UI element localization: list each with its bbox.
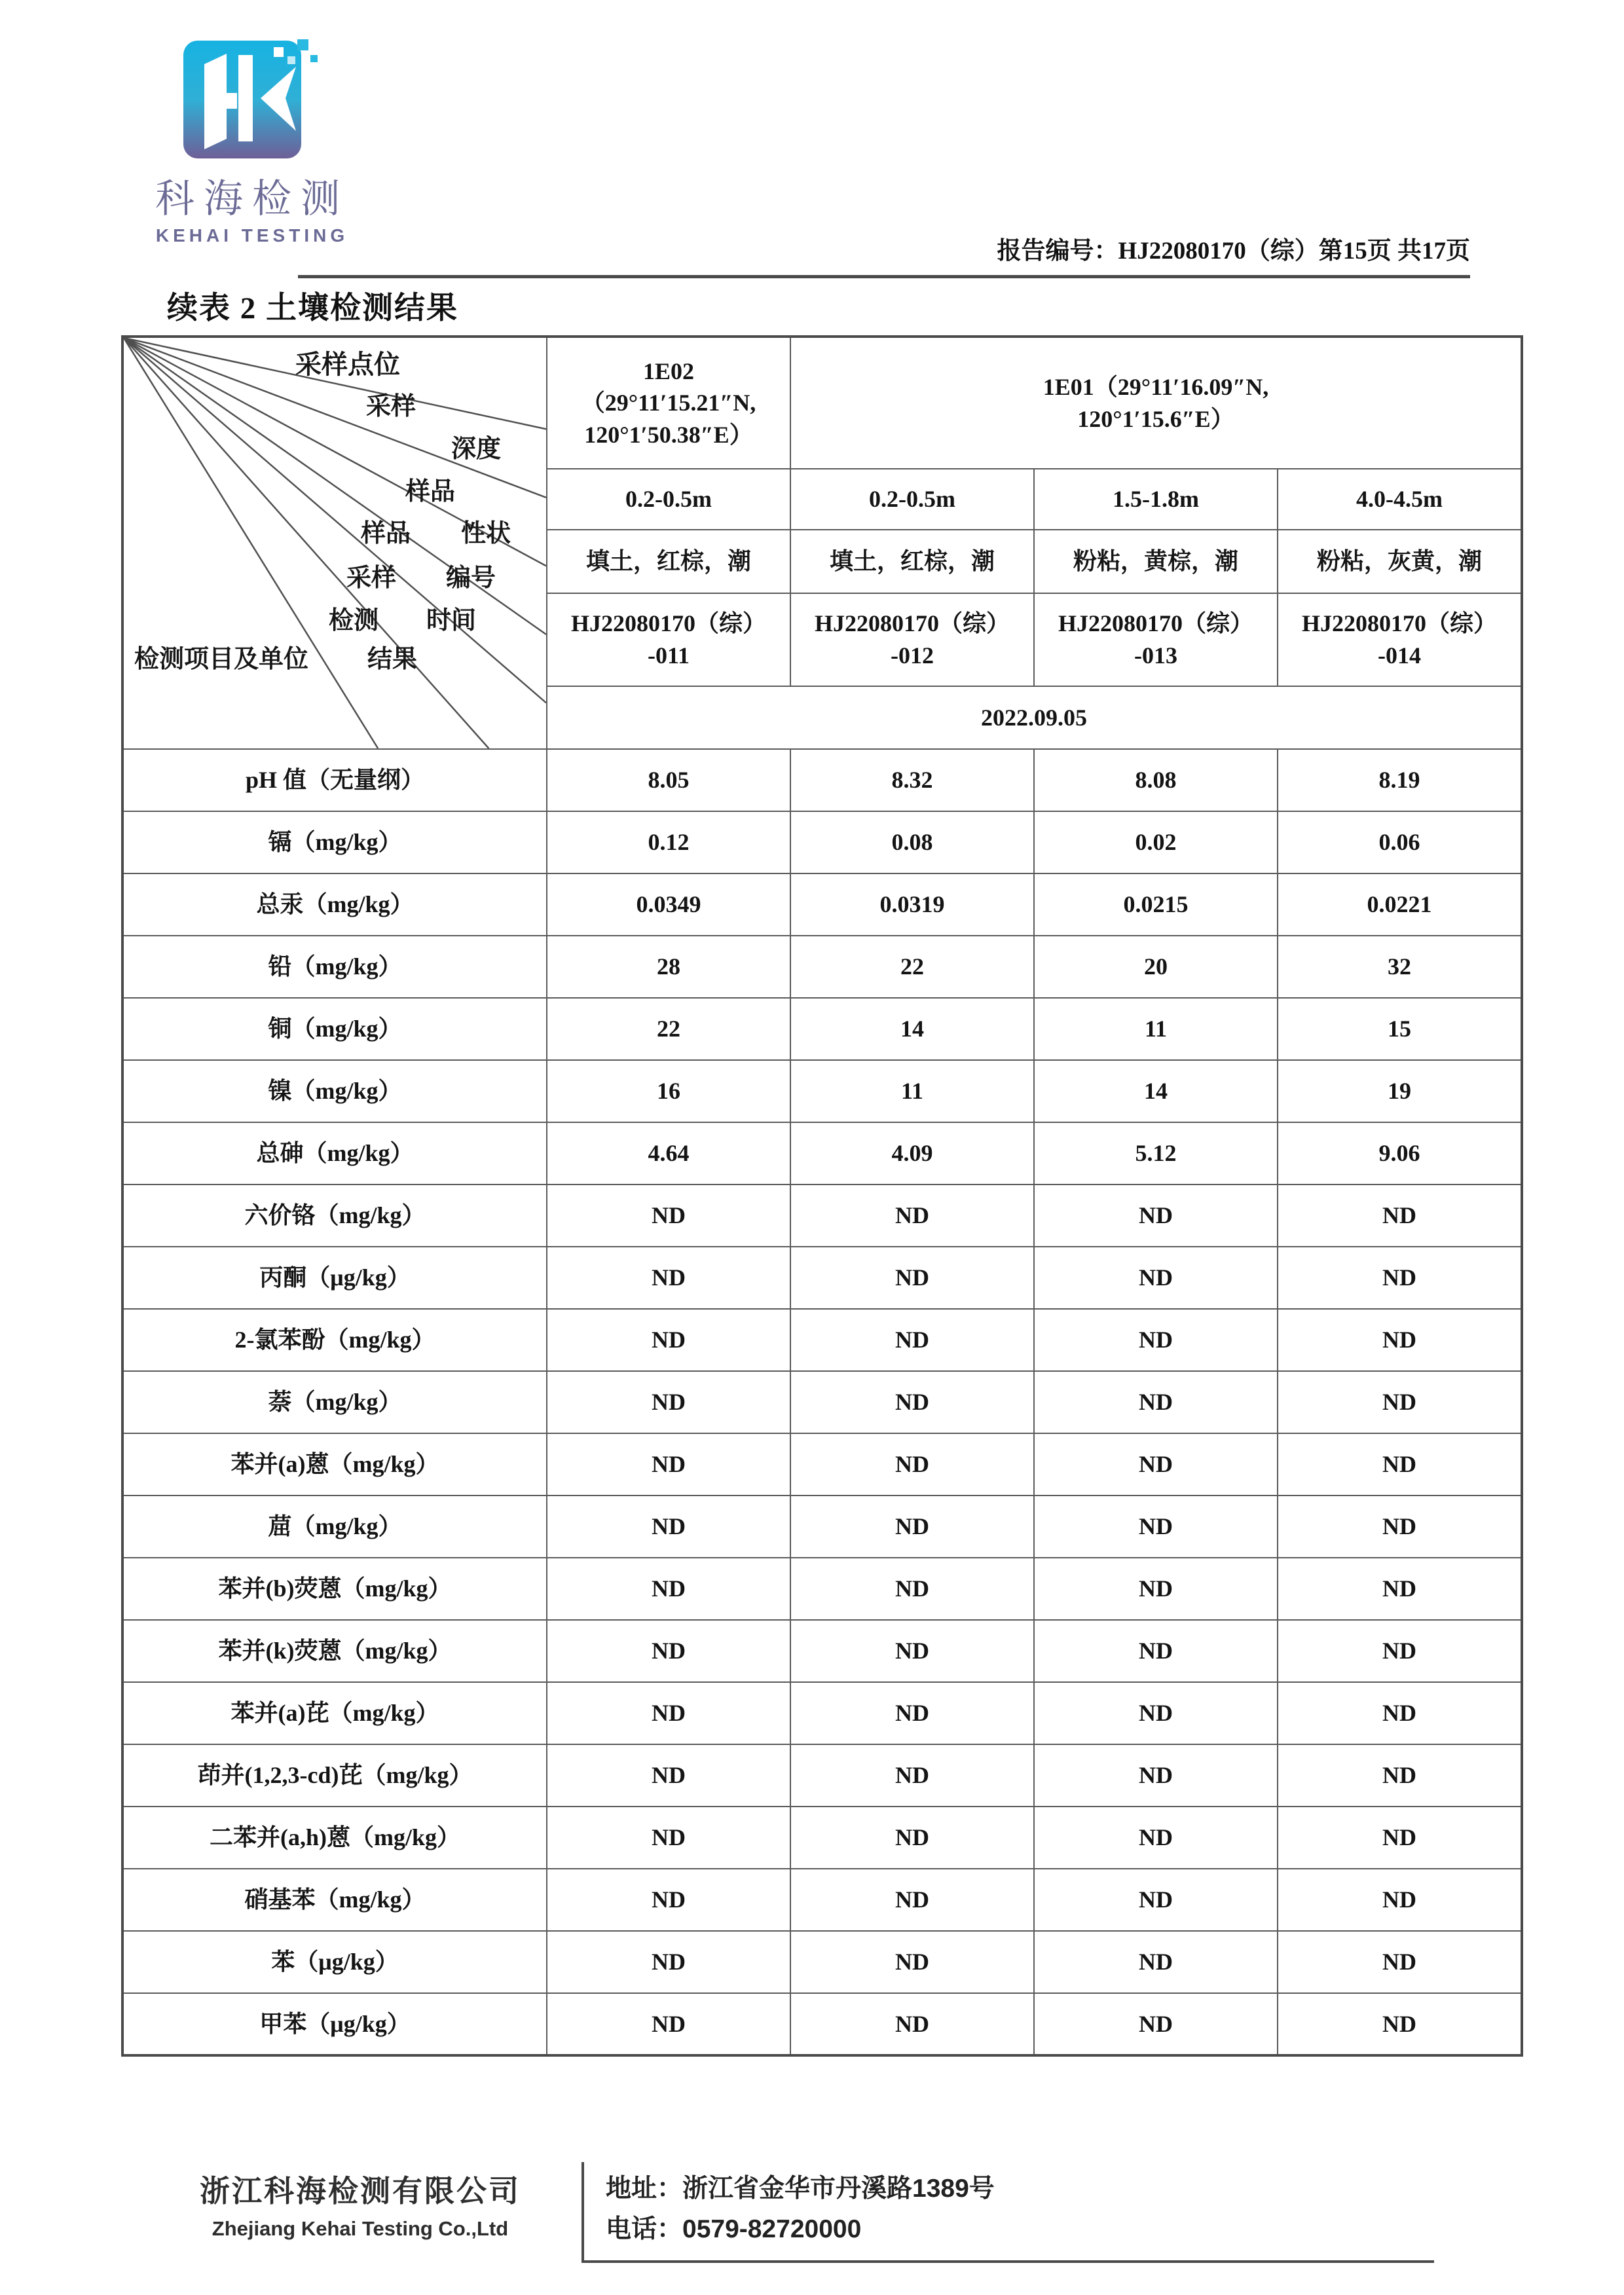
value-cell: ND	[790, 1744, 1034, 1807]
corner-sampling-point: 采样点位	[295, 350, 400, 379]
character-cell: 粉粘，黄棕，潮	[1034, 530, 1278, 593]
value-cell: ND	[547, 1184, 790, 1247]
value-cell: ND	[1278, 1371, 1522, 1433]
value-cell: ND	[790, 1682, 1034, 1744]
value-cell: 22	[790, 936, 1034, 998]
logo-name-en: KEHAI TESTING	[155, 225, 349, 246]
table-row	[122, 1993, 1522, 2055]
header-divider	[298, 275, 1470, 278]
value-cell: ND	[547, 1247, 790, 1309]
value-cell: ND	[1034, 1993, 1278, 2055]
value-cell: ND	[547, 1869, 790, 1931]
value-cell: ND	[1034, 1247, 1278, 1309]
item-label-cell: 䓛（mg/kg）	[122, 1496, 547, 1558]
value-cell: 9.06	[1278, 1122, 1522, 1184]
value-cell: 8.19	[1278, 749, 1522, 811]
table-row	[122, 1309, 1522, 1371]
corner-result: 结果	[367, 646, 418, 673]
value-cell: ND	[1278, 1744, 1522, 1807]
corner-sampling-a: 采样	[366, 393, 416, 420]
sample-id-line2: -011	[647, 642, 690, 669]
value-cell: 11	[790, 1060, 1034, 1122]
value-cell: ND	[790, 1558, 1034, 1620]
item-label-cell: 镉（mg/kg）	[122, 811, 547, 873]
value-cell: 16	[547, 1060, 790, 1122]
value-cell: 8.08	[1034, 749, 1278, 811]
sample-id-cell	[1278, 593, 1522, 686]
value-cell: ND	[790, 1371, 1034, 1433]
value-cell: ND	[1034, 1682, 1278, 1744]
table-row	[122, 1496, 1522, 1558]
value-cell: ND	[547, 1620, 790, 1682]
corner-sampling-b: 采样	[346, 564, 397, 592]
value-cell: ND	[547, 1682, 790, 1744]
value-cell: ND	[1034, 1620, 1278, 1682]
value-cell: ND	[1278, 1496, 1522, 1558]
footer-vertical-divider	[581, 2162, 584, 2262]
sample-id-line1: HJ22080170（综）	[1301, 610, 1497, 637]
value-cell: ND	[790, 1807, 1034, 1869]
sample-id-line2: -013	[1134, 642, 1177, 669]
value-cell: ND	[1278, 1309, 1522, 1371]
footer-company	[154, 2167, 566, 2241]
depth-cell: 4.0-4.5m	[1278, 469, 1522, 530]
table-row	[122, 1433, 1522, 1496]
value-cell: ND	[1034, 1433, 1278, 1496]
table-row	[122, 749, 1522, 811]
value-cell: ND	[547, 1371, 790, 1433]
point-1E02-name: 1E02	[642, 358, 694, 384]
value-cell: ND	[547, 1558, 790, 1620]
table-row	[122, 1247, 1522, 1309]
depth-cell: 0.2-0.5m	[547, 469, 790, 530]
value-cell: ND	[790, 1309, 1034, 1371]
footer-company-en: Zhejiang Kehai Testing Co.,Ltd	[212, 2217, 509, 2240]
point-1E01-coord2: 120°1′15.6″E）	[1077, 405, 1234, 432]
footer-address: 地址：浙江省金华市丹溪路1389号	[606, 2175, 995, 2203]
item-label-cell: 苯并(k)荧蒽（mg/kg）	[122, 1620, 547, 1682]
value-cell: 32	[1278, 936, 1522, 998]
value-cell: 0.12	[547, 811, 790, 873]
item-label-cell: 硝基苯（mg/kg）	[122, 1869, 547, 1931]
character-cell: 填土，红棕，潮	[547, 530, 790, 593]
value-cell: 4.64	[547, 1122, 790, 1184]
test-date-cell: 2022.09.05	[547, 686, 1522, 749]
sample-id-line2: -012	[891, 642, 934, 669]
footer-company-cn: 浙江科海检测有限公司	[200, 2174, 521, 2208]
item-label-cell: pH 值（无量纲）	[122, 749, 547, 811]
character-cell: 填土，红棕，潮	[790, 530, 1034, 593]
value-cell: 0.0319	[790, 873, 1034, 936]
footer-phone: 电话：0579-82720000	[606, 2215, 862, 2244]
value-cell: 20	[1034, 936, 1278, 998]
item-label-cell: 丙酮（μg/kg）	[122, 1247, 547, 1309]
table-row	[122, 1807, 1522, 1869]
table-row	[122, 1682, 1522, 1744]
point-1E02-coord1: （29°11′15.21″N,	[581, 390, 756, 416]
value-cell: ND	[1278, 1433, 1522, 1496]
sample-id-line1: HJ22080170（综）	[814, 610, 1010, 637]
value-cell: ND	[1278, 1931, 1522, 1993]
table-row	[122, 873, 1522, 936]
corner-time: 时间	[426, 607, 477, 634]
item-label-cell: 苯并(b)荧蒽（mg/kg）	[122, 1558, 547, 1620]
value-cell: ND	[790, 1496, 1034, 1558]
value-cell: ND	[547, 1744, 790, 1807]
diagonal-header-cell	[122, 337, 547, 749]
corner-character: 性状	[461, 520, 511, 547]
value-cell: 0.08	[790, 811, 1034, 873]
value-cell: 0.0215	[1034, 873, 1278, 936]
value-cell: ND	[1034, 1309, 1278, 1371]
value-cell: 5.12	[1034, 1122, 1278, 1184]
value-cell: ND	[1034, 1496, 1278, 1558]
value-cell: ND	[1278, 1558, 1522, 1620]
table-title: 续表 2 土壤检测结果	[167, 291, 458, 325]
item-label-cell: 2-氯苯酚（mg/kg）	[122, 1309, 547, 1371]
value-cell: 14	[790, 998, 1034, 1060]
value-cell: 15	[1278, 998, 1522, 1060]
item-label-cell: 苯并(a)芘（mg/kg）	[122, 1682, 547, 1744]
value-cell: ND	[1278, 1620, 1522, 1682]
value-cell: 4.09	[790, 1122, 1034, 1184]
item-label-cell: 茚并(1,2,3-cd)芘（mg/kg）	[122, 1744, 547, 1807]
corner-sample: 样品	[405, 478, 456, 505]
value-cell: 0.02	[1034, 811, 1278, 873]
value-cell: ND	[790, 1993, 1034, 2055]
value-cell: 11	[1034, 998, 1278, 1060]
value-cell: 8.32	[790, 749, 1034, 811]
corner-sample-b: 样品	[361, 520, 411, 547]
table-row	[122, 1931, 1522, 1993]
table-row	[122, 1122, 1522, 1184]
logo-name-cn: 科海检测	[155, 177, 349, 221]
item-label-cell: 镍（mg/kg）	[122, 1060, 547, 1122]
point-header-1E01	[790, 337, 1522, 469]
table-row	[122, 1869, 1522, 1931]
value-cell: ND	[547, 1309, 790, 1371]
sample-id-line1: HJ22080170（综）	[1058, 610, 1253, 637]
data-rows	[122, 749, 1522, 2055]
item-label-cell: 铜（mg/kg）	[122, 998, 547, 1060]
item-label-cell: 二苯并(a,h)蒽（mg/kg）	[122, 1807, 547, 1869]
value-cell: ND	[1034, 1184, 1278, 1247]
value-cell: ND	[1278, 1682, 1522, 1744]
value-cell: 22	[547, 998, 790, 1060]
table-row	[122, 1371, 1522, 1433]
value-cell: ND	[790, 1433, 1034, 1496]
soil-results-table	[121, 335, 1523, 2057]
item-label-cell: 六价铬（mg/kg）	[122, 1184, 547, 1247]
value-cell: ND	[1034, 1931, 1278, 1993]
company-logo	[98, 33, 406, 246]
value-cell: ND	[547, 1807, 790, 1869]
value-cell: ND	[1034, 1744, 1278, 1807]
table-row	[122, 998, 1522, 1060]
value-cell: 0.06	[1278, 811, 1522, 873]
corner-items-units: 检测项目及单位	[134, 646, 309, 673]
corner-test: 检测	[329, 607, 379, 634]
item-label-cell: 铅（mg/kg）	[122, 936, 547, 998]
item-label-cell: 苯并(a)蒽（mg/kg）	[122, 1433, 547, 1496]
table-row	[122, 811, 1522, 873]
item-label-cell: 萘（mg/kg）	[122, 1371, 547, 1433]
value-cell: ND	[790, 1184, 1034, 1247]
table-row	[122, 1744, 1522, 1807]
table-row	[122, 1558, 1522, 1620]
value-cell: 8.05	[547, 749, 790, 811]
value-cell: ND	[1034, 1558, 1278, 1620]
value-cell: ND	[790, 1931, 1034, 1993]
sample-id-line2: -014	[1378, 642, 1421, 669]
footer-contact	[606, 2169, 995, 2250]
item-label-cell: 总汞（mg/kg）	[122, 873, 547, 936]
item-label-cell: 总砷（mg/kg）	[122, 1122, 547, 1184]
footer-horizontal-rule	[581, 2260, 1434, 2263]
sample-id-cell	[547, 593, 790, 686]
table-row	[122, 1060, 1522, 1122]
value-cell: ND	[547, 1433, 790, 1496]
value-cell: 0.0349	[547, 873, 790, 936]
sample-id-line1: HJ22080170（综）	[570, 610, 766, 637]
value-cell: ND	[547, 1931, 790, 1993]
value-cell: ND	[1034, 1869, 1278, 1931]
item-label-cell: 甲苯（μg/kg）	[122, 1993, 547, 2055]
value-cell: ND	[790, 1247, 1034, 1309]
value-cell: ND	[1278, 1993, 1522, 2055]
corner-depth: 深度	[451, 435, 502, 463]
value-cell: ND	[1278, 1807, 1522, 1869]
point-1E02-coord2: 120°1′50.38″E）	[584, 421, 753, 448]
table-row	[122, 1184, 1522, 1247]
value-cell: ND	[547, 1993, 790, 2055]
depth-cell: 1.5-1.8m	[1034, 469, 1278, 530]
value-cell: ND	[790, 1620, 1034, 1682]
value-cell: ND	[1278, 1869, 1522, 1931]
depth-cell: 0.2-0.5m	[790, 469, 1034, 530]
corner-number: 编号	[446, 564, 496, 592]
character-cell: 粉粘，灰黄，潮	[1278, 530, 1522, 593]
table-row	[122, 1620, 1522, 1682]
sample-id-cell	[790, 593, 1034, 686]
value-cell: ND	[1278, 1184, 1522, 1247]
value-cell: ND	[1034, 1371, 1278, 1433]
value-cell: 19	[1278, 1060, 1522, 1122]
value-cell: ND	[1278, 1247, 1522, 1309]
value-cell: 28	[547, 936, 790, 998]
report-number: 报告编号：HJ22080170（综）第15页 共17页	[997, 238, 1470, 265]
value-cell: 14	[1034, 1060, 1278, 1122]
value-cell: 0.0221	[1278, 873, 1522, 936]
point-1E01-name-coord1: 1E01（29°11′16.09″N,	[1043, 373, 1269, 400]
logo-icon	[181, 33, 323, 164]
sample-id-cell	[1034, 593, 1278, 686]
value-cell: ND	[790, 1869, 1034, 1931]
value-cell: ND	[547, 1496, 790, 1558]
table-row	[122, 936, 1522, 998]
item-label-cell: 苯（μg/kg）	[122, 1931, 547, 1993]
point-header-1E02	[547, 337, 790, 469]
value-cell: ND	[1034, 1807, 1278, 1869]
